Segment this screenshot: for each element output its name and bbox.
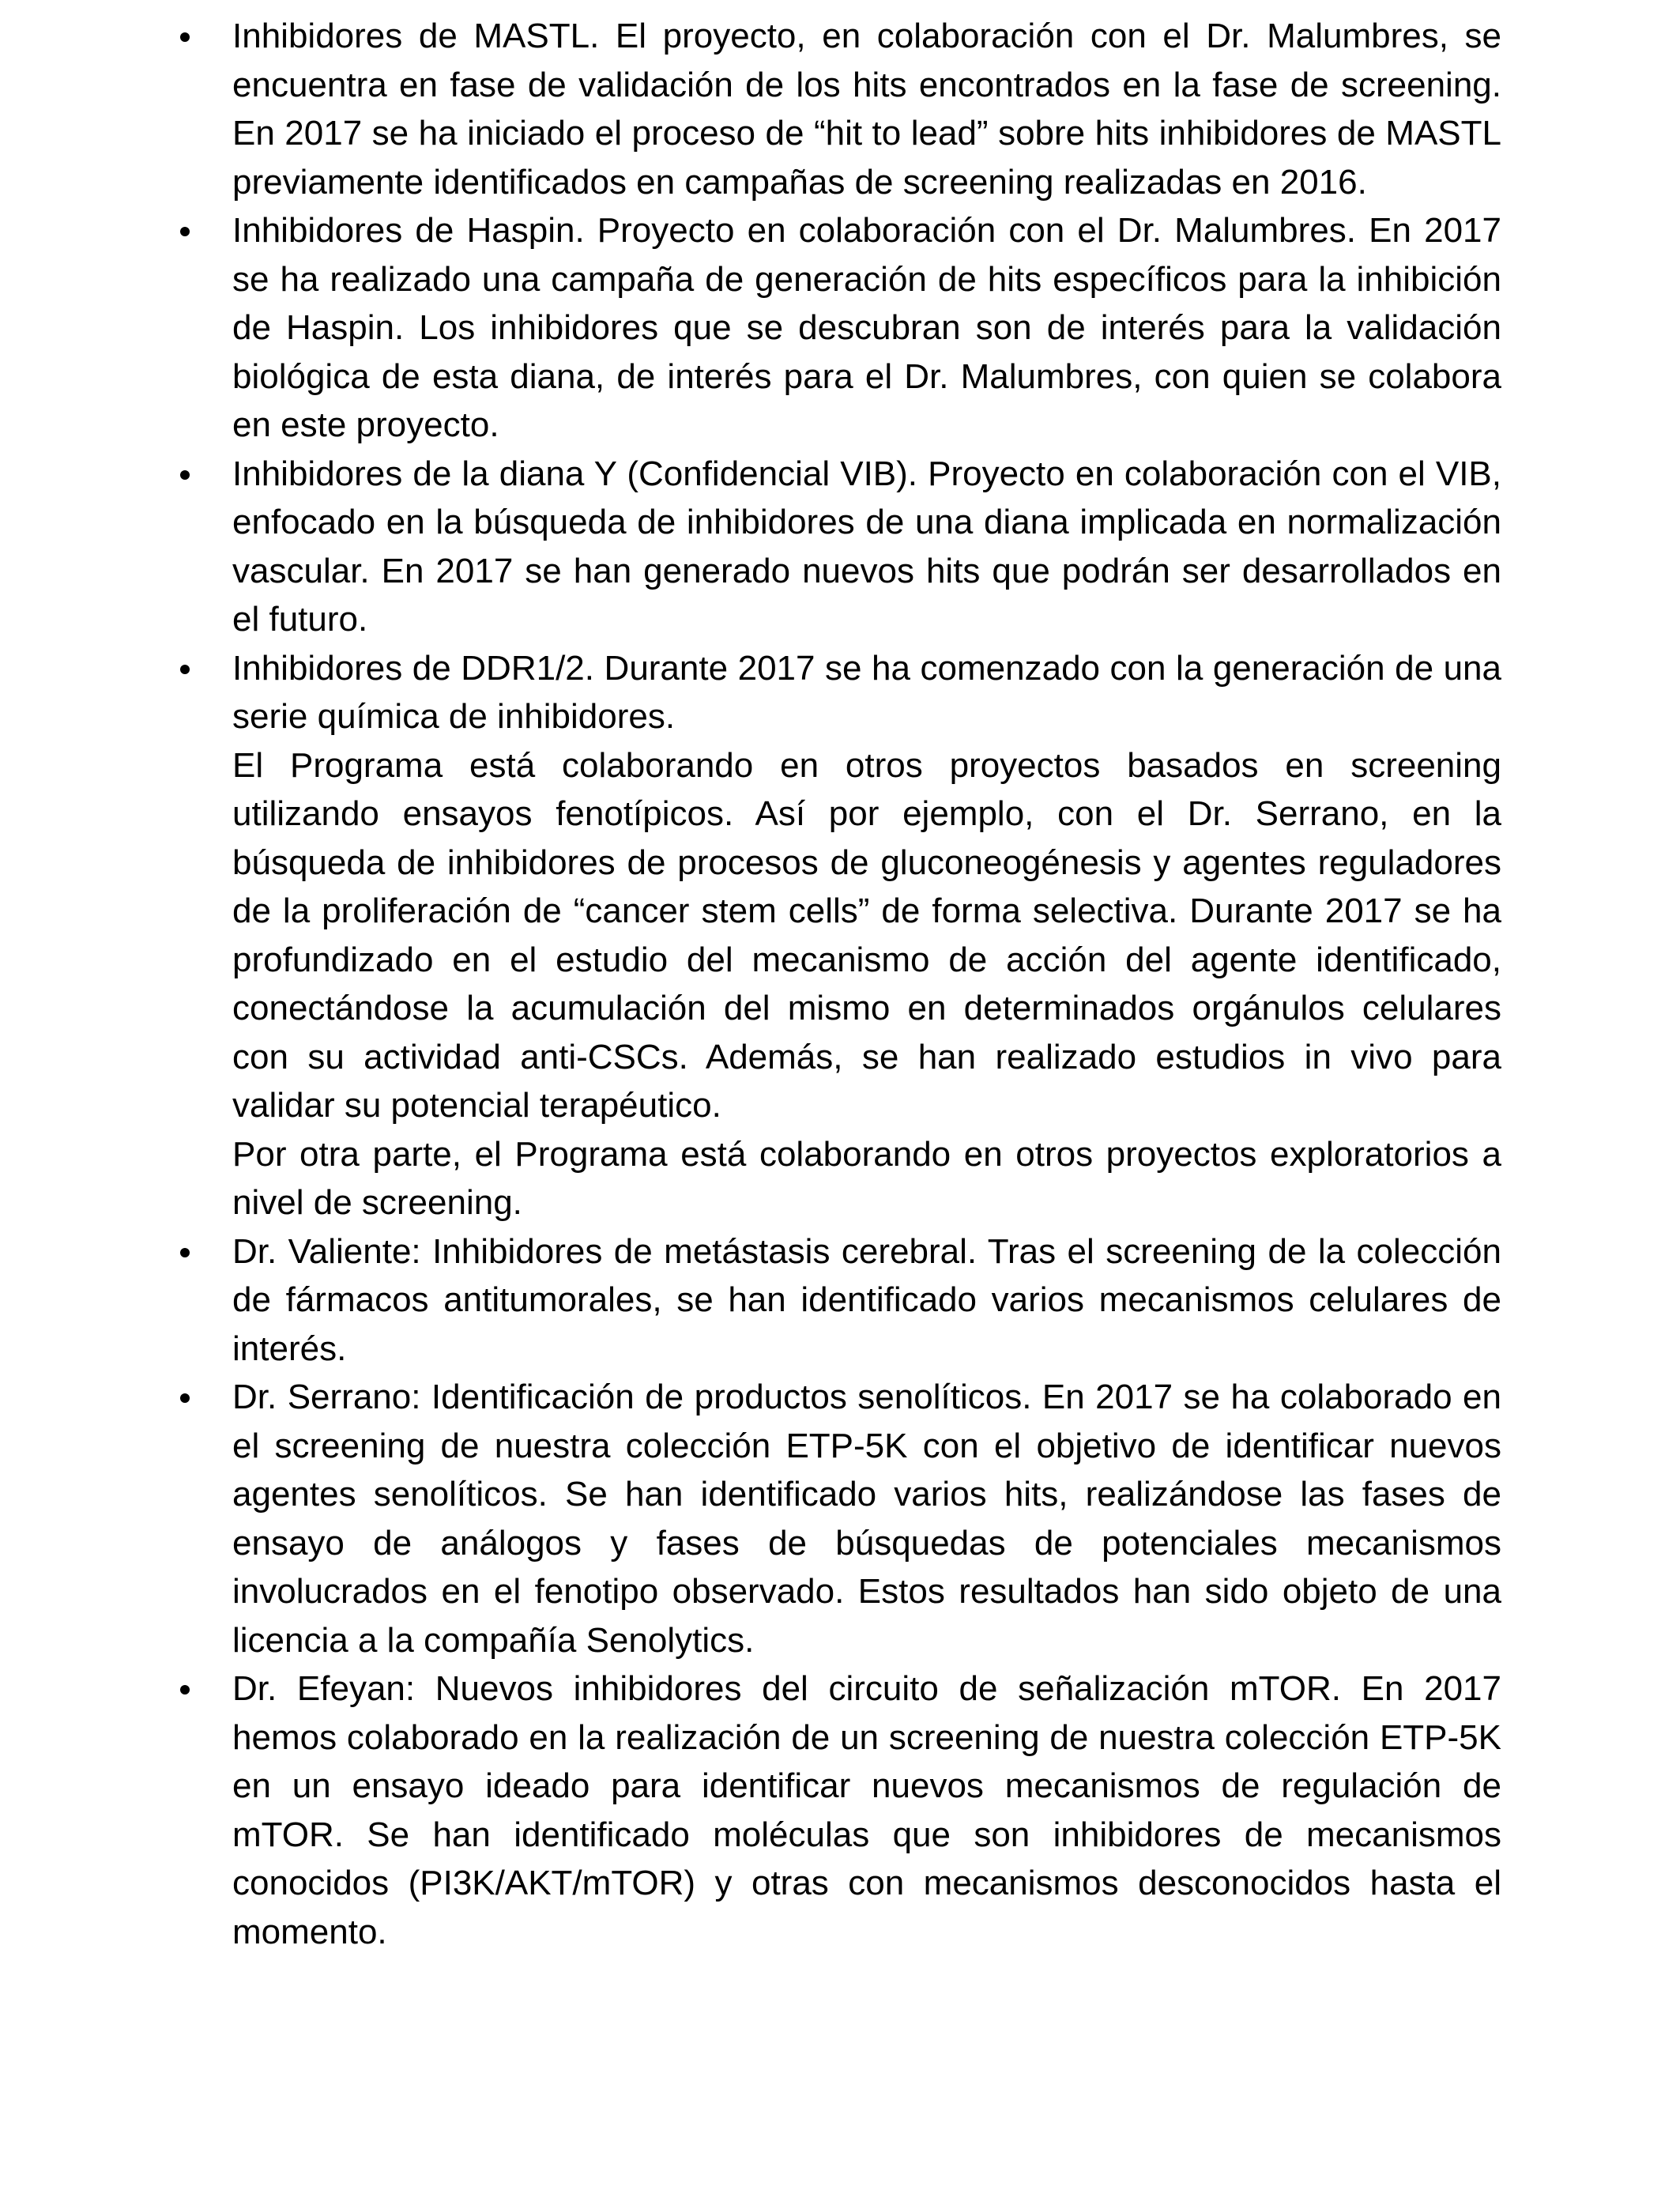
bullet-icon <box>180 32 190 42</box>
bullet-icon <box>180 1393 190 1403</box>
bullet-list <box>174 12 1501 1956</box>
list-item-valiente <box>174 1227 1501 1374</box>
bullet-icon <box>180 470 190 480</box>
body-paragraph: El Programa está colaborando en otros proyectos basados en screening utilizando ensayos fenotípicos. Así por ejemplo, con el Dr. Serrano, en la búsqueda de inhibidores de procesos de gluconeogénesis y agentes reguladores de la proliferación de “cancer stem cells” de forma selectiva. Durante 2017 se ha profundizado en el estudio del mecanismo de acción del agente identificado, conectándose la acumulación del mismo en determinados orgánulos celulares con su actividad anti-CSCs. Además, se han realizado estudios in vivo para validar su potencial terapéutico. <box>232 745 1501 1125</box>
list-item-efeyan <box>174 1664 1501 1956</box>
list-item-text: Dr. Serrano: Identificación de productos senolíticos. En 2017 se ha colaborado en el screening de nuestra colección ETP-5K con el objetivo de identificar nuevos agentes senolíticos. Se han identificado varios hits, realizándose las fases de ensayo de análogos y fases de búsquedas de potenciales mecanismos involucrados en el fenotipo observado. Estos resultados han sido objeto de una licencia a la compañía Senolytics. <box>232 1378 1501 1660</box>
list-item-text: Inhibidores de MASTL. El proyecto, en colaboración con el Dr. Malumbres, se encuentra en fase de validación de los hits encontrados en la fase de screening. En 2017 se ha iniciado el proceso de “hit to lead” sobre hits inhibidores de MASTL previamente identificados en campañas de screening realizadas en 2016. <box>232 17 1501 202</box>
bullet-icon <box>180 227 190 236</box>
list-item-text: Inhibidores de DDR1/2. Durante 2017 se ha comenzado con la generación de una serie química de inhibidores. <box>232 648 1501 736</box>
body-paragraph: Por otra parte, el Programa está colaborando en otros proyectos exploratorios a nivel de screening. <box>232 1134 1501 1222</box>
list-item-haspin <box>174 206 1501 450</box>
list-item-serrano <box>174 1373 1501 1664</box>
list-item-text: Dr. Valiente: Inhibidores de metástasis cerebral. Tras el screening de la colección de fármacos antitumorales, se han identificado varios mecanismos celulares de interés. <box>232 1231 1501 1368</box>
list-item-text: Dr. Efeyan: Nuevos inhibidores del circuito de señalización mTOR. En 2017 hemos colaborado en la realización de un screening de nuestra colección ETP-5K en un ensayo ideado para identificar nuevos mecanismos de regulación de mTOR. Se han identificado moléculas que son inhibidores de mecanismos conocidos (PI3K/AKT/mTOR) y otras con mecanismos desconocidos hasta el momento. <box>232 1669 1501 1951</box>
list-item-text: Inhibidores de la diana Y (Confidencial VIB). Proyecto en colaboración con el VIB, enfocado en la búsqueda de inhibidores de una diana implicada en normalización vascular. En 2017 se han generado nuevos hits que podrán ser desarrollados en el futuro. <box>232 454 1501 639</box>
bullet-icon <box>180 1248 190 1257</box>
list-item-ddr1-2 <box>174 644 1501 741</box>
bullet-icon <box>180 665 190 674</box>
bullet-icon <box>180 1685 190 1695</box>
list-item-mastl <box>174 12 1501 206</box>
list-item-text: Inhibidores de Haspin. Proyecto en colaboración con el Dr. Malumbres. En 2017 se ha realizado una campaña de generación de hits específicos para la inhibición de Haspin. Los inhibidores que se descubran son de interés para la validación biológica de esta diana, de interés para el Dr. Malumbres, con quien se colabora en este proyecto. <box>232 211 1501 444</box>
list-item-diana-y <box>174 450 1501 644</box>
